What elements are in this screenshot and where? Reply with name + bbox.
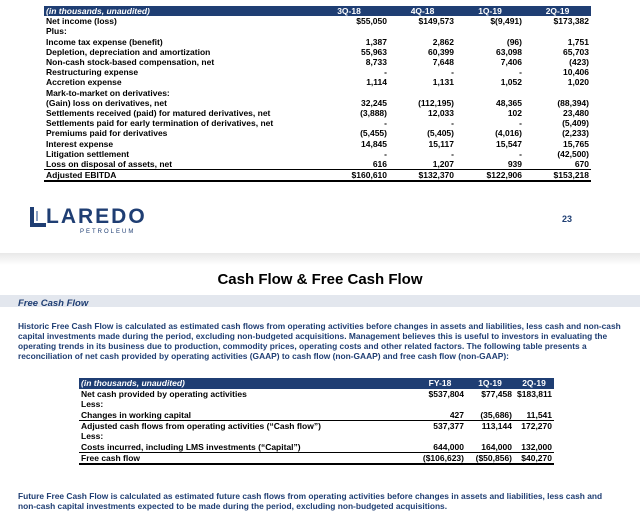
row-label: Net income (loss) (46, 16, 117, 27)
row-value: 7,406 (500, 57, 522, 68)
table-row (44, 118, 591, 128)
row-value: - (384, 67, 387, 78)
row-value: 1,052 (500, 77, 522, 88)
row-label: (Gain) loss on derivatives, net (46, 97, 167, 108)
row-value: 1,131 (432, 77, 454, 88)
table-row (44, 16, 591, 26)
row-value (389, 88, 456, 98)
table-row (44, 159, 591, 170)
row-value: 14,845 (361, 138, 387, 149)
row-value: - (384, 148, 387, 159)
header-period: 1Q-19 (466, 378, 514, 389)
table-row (44, 67, 591, 77)
header-period: 4Q-18 (389, 6, 456, 16)
row-value: 1,387 (365, 36, 387, 47)
row-value: (5,409) (562, 118, 589, 129)
row-value: 11,541 (514, 410, 554, 421)
row-label: Litigation settlement (46, 148, 130, 159)
row-label: Less: (81, 431, 104, 442)
row-label: Income tax expense (benefit) (46, 36, 163, 47)
row-value (309, 88, 389, 98)
row-value: 55,963 (361, 46, 387, 57)
table-row (44, 169, 591, 181)
row-value: 65,703 (563, 46, 589, 57)
footer-paragraph: Future Free Cash Flow is calculated as estimated future cash flows from operating activities before changes in assets and liabilities, less cash and non-cash capital investments expected to be made during the period, excluding non-budgeted acquisitions. (18, 491, 603, 511)
row-value: - (451, 118, 454, 129)
adjusted-ebitda-table (44, 6, 591, 182)
row-value: - (519, 118, 522, 129)
row-value (456, 26, 524, 36)
row-value: 8,733 (365, 57, 387, 68)
free-cash-flow-table (79, 378, 554, 465)
row-value (389, 26, 456, 36)
slide-gap (0, 237, 640, 253)
logo-subtitle: PETROLEUM (80, 229, 136, 235)
row-value (414, 399, 466, 410)
row-value: 939 (456, 159, 524, 170)
row-value: $122,906 (456, 169, 524, 181)
row-value: $537,804 (428, 388, 464, 399)
row-value: 15,117 (428, 138, 454, 149)
row-label: Premiums paid for derivatives (46, 128, 168, 139)
row-label: Settlements paid for early termination of derivatives, net (46, 118, 274, 129)
row-label: Non-cash stock-based compensation, net (46, 57, 215, 68)
table-row (79, 410, 554, 421)
row-label: Adjusted cash flows from operating activities (“Cash flow”) (81, 420, 321, 431)
row-value: - (519, 67, 522, 78)
row-label: Settlements received (paid) for matured derivatives, net (46, 107, 271, 118)
row-value: ($50,856) (466, 452, 514, 464)
logo-name: LAREDO (46, 205, 147, 228)
row-value: - (451, 148, 454, 159)
header-period: 2Q-19 (514, 378, 554, 389)
page-title: Cash Flow & Free Cash Flow (217, 271, 423, 288)
row-label: Mark-to-market on derivatives: (46, 87, 170, 98)
table-row (44, 138, 591, 148)
ebitda-slide (0, 0, 640, 237)
table-row (79, 442, 554, 453)
row-label: Restructuring expense (46, 67, 139, 78)
row-label: Loss on disposal of assets, net (44, 159, 309, 170)
row-value: 644,000 (414, 442, 466, 453)
row-label: Adjusted EBITDA (44, 169, 309, 181)
row-label: Accretion expense (46, 77, 122, 88)
table-row (44, 149, 591, 159)
row-value: 10,406 (563, 67, 589, 78)
row-value: 60,399 (428, 46, 454, 57)
row-label: Depletion, depreciation and amortization (46, 46, 211, 57)
row-value: 12,033 (428, 107, 454, 118)
row-value: 15,765 (563, 138, 589, 149)
row-value: ($106,623) (414, 452, 466, 464)
row-value: $40,270 (514, 452, 554, 464)
row-value: (5,455) (360, 128, 387, 139)
header-period: 3Q-18 (309, 6, 389, 16)
table-row (44, 47, 591, 57)
row-value (514, 399, 554, 410)
row-value: $153,218 (524, 169, 591, 181)
row-value: $173,382 (553, 16, 589, 27)
row-value: 7,648 (432, 57, 454, 68)
row-value: $77,458 (481, 388, 512, 399)
row-value (514, 431, 554, 442)
row-value: 15,547 (496, 138, 522, 149)
row-value: 164,000 (466, 442, 514, 453)
row-value (524, 88, 591, 98)
subtitle-band (0, 295, 640, 307)
row-label: Free cash flow (79, 452, 414, 464)
row-value: 23,480 (563, 107, 589, 118)
row-value: (96) (506, 36, 522, 47)
slide-top-bar (0, 253, 640, 265)
row-value: 63,098 (496, 46, 522, 57)
row-value: $183,811 (517, 388, 552, 399)
row-label: Changes in working capital (79, 410, 414, 421)
header-label: (in thousands, unaudited) (44, 6, 309, 16)
row-label: Net cash provided by operating activities (81, 388, 247, 399)
row-value: $160,610 (309, 169, 389, 181)
intro-paragraph: Historic Free Cash Flow is calculated as estimated cash flows from operating activities before changes in assets and liabilities, less cash and non-cash capital investments made during the period, excluding non-budgeted acquisitions. Management believes this is useful to investors in evaluating the operating trends in its business due to production, commodity prices, operating costs and other related factors. The following table presents a reconciliation of net cash provided by operating activities (GAAP) to cash flow (non-GAAP) and free cash flow (non-GAAP): (18, 321, 621, 361)
row-value: (4,016) (495, 128, 522, 139)
row-value: (3,888) (360, 107, 387, 118)
laredo-logo (20, 205, 170, 237)
row-value: 616 (309, 159, 389, 170)
row-label: Plus: (46, 26, 67, 37)
table-row (79, 431, 554, 442)
row-value: 1,020 (567, 77, 589, 88)
header-period: 2Q-19 (524, 6, 591, 16)
table-row (79, 420, 554, 431)
table-row (44, 37, 591, 47)
table-header-row (44, 6, 591, 16)
row-value: 102 (507, 107, 522, 118)
row-value: (2,233) (562, 128, 589, 139)
row-value: (5,405) (427, 128, 454, 139)
table-row (79, 399, 554, 410)
page-number: 23 (562, 214, 573, 224)
row-value: 32,245 (361, 97, 387, 108)
table-row (44, 26, 591, 36)
row-value: 48,365 (496, 97, 522, 108)
table-header-row (79, 378, 554, 389)
row-label: Interest expense (46, 138, 114, 149)
row-value: 1,751 (567, 36, 589, 47)
row-value: - (384, 118, 387, 129)
row-value (466, 431, 514, 442)
row-value: 1,114 (366, 77, 387, 88)
row-value (309, 26, 389, 36)
row-value: 2,862 (432, 36, 454, 47)
logo-mark-icon (28, 205, 48, 229)
table-row (79, 389, 554, 400)
row-value: $55,050 (356, 16, 387, 27)
row-value: 1,207 (389, 159, 456, 170)
row-value: - (519, 148, 522, 159)
row-value: $149,573 (418, 16, 454, 27)
table-row (44, 98, 591, 108)
table-row (44, 108, 591, 118)
table-row (44, 88, 591, 98)
row-value (456, 88, 524, 98)
row-value: 132,000 (514, 442, 554, 453)
section-subtitle: Free Cash Flow (18, 298, 89, 309)
row-value: 172,270 (521, 420, 552, 431)
table-row (44, 77, 591, 87)
table-row (79, 452, 554, 464)
header-period: FY-18 (414, 378, 466, 389)
row-label: Costs incurred, including LMS investments (“Capital”) (79, 442, 414, 453)
row-value: 537,377 (433, 420, 464, 431)
row-value: (423) (569, 57, 589, 68)
row-value: (42,500) (557, 148, 589, 159)
header-label: (in thousands, unaudited) (79, 378, 414, 389)
row-value: (35,686) (466, 410, 514, 421)
row-value (414, 431, 466, 442)
row-value: (88,394) (557, 97, 589, 108)
row-value (466, 399, 514, 410)
header-period: 1Q-19 (456, 6, 524, 16)
row-value: - (451, 67, 454, 78)
table-row (44, 128, 591, 138)
row-value: 427 (414, 410, 466, 421)
row-value: 113,144 (481, 420, 512, 431)
row-value: $(9,491) (490, 16, 522, 27)
row-value: (112,195) (418, 97, 454, 108)
row-value: 670 (524, 159, 591, 170)
row-label: Less: (81, 399, 104, 410)
table-row (44, 57, 591, 67)
row-value (524, 26, 591, 36)
row-value: $132,370 (389, 169, 456, 181)
